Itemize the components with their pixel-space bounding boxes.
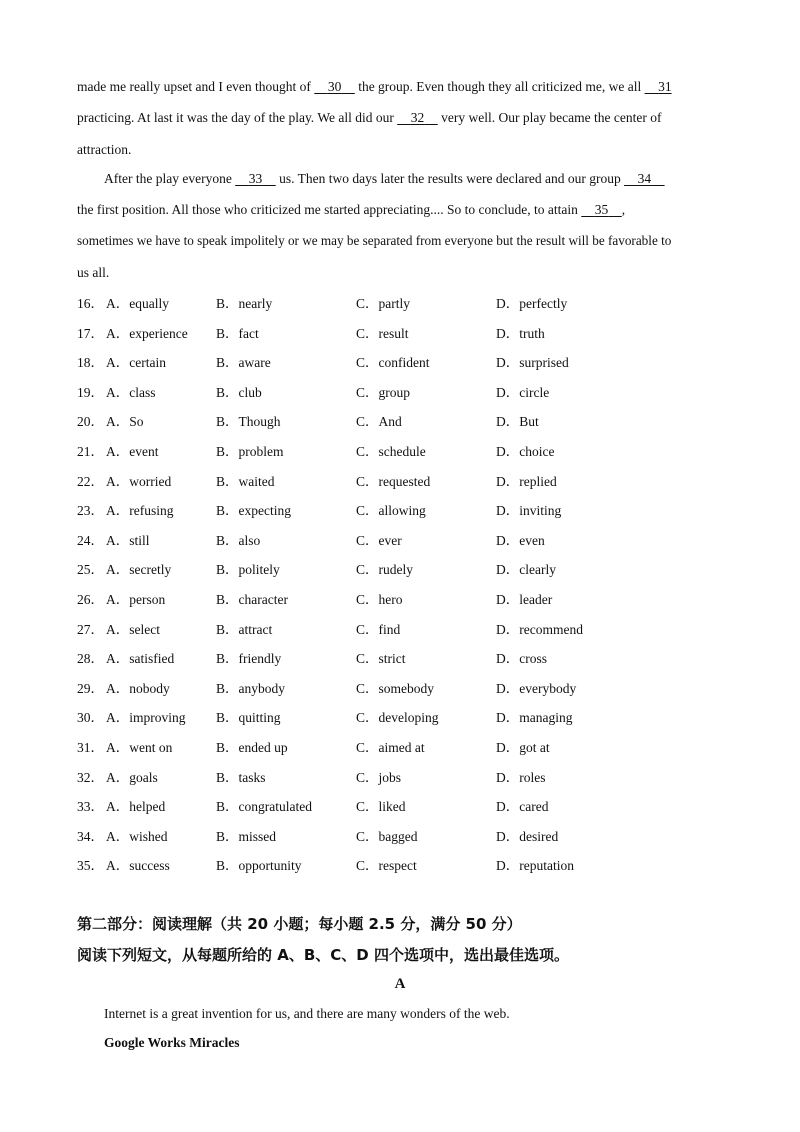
part-title: A <box>394 976 406 992</box>
option-b: B．fact <box>216 325 259 341</box>
option-b: B．club <box>216 384 262 400</box>
option-d: D．roles <box>496 769 546 785</box>
option-d: D．even <box>496 532 545 548</box>
passage-line-6: sometimes we have to speak impolitely or we may be separated from everyone but the result will be favorable to <box>77 233 672 248</box>
option-b: B．nearly <box>216 296 273 311</box>
option-b: B．Though <box>216 414 281 430</box>
question-number: 30． <box>77 710 104 726</box>
option-a: A．goals <box>106 769 158 785</box>
option-a: A．person <box>106 592 166 607</box>
option-c: C．rudely <box>356 562 413 578</box>
option-b: B．also <box>216 532 261 548</box>
option-d: D．reputation <box>496 858 574 874</box>
option-c: C．jobs <box>356 769 402 785</box>
question-number: 26． <box>77 592 104 607</box>
section-heading: 第二部分：阅读理解（共 20 小题；每小题 2.5 分，满分 50 分） <box>77 915 522 933</box>
option-a: A．nobody <box>106 680 170 696</box>
option-d: D．surprised <box>496 355 569 371</box>
option-a: A．refusing <box>106 503 174 519</box>
option-c: C．And <box>356 414 402 430</box>
option-d: D．clearly <box>496 562 556 578</box>
blank-34: 34 <box>637 171 652 186</box>
option-a: A．class <box>106 384 156 400</box>
option-a: A．select <box>106 621 160 637</box>
option-d: D．truth <box>496 325 545 341</box>
question-number: 34． <box>77 828 104 844</box>
option-b: B．problem <box>216 444 284 459</box>
question-number: 25． <box>77 562 104 578</box>
question-number: 20． <box>77 414 104 430</box>
option-a: A．went on <box>106 740 173 755</box>
option-c: C．find <box>356 621 401 637</box>
option-a: A．improving <box>106 710 186 726</box>
blank-33: 33 <box>248 171 263 186</box>
question-number: 19． <box>77 384 104 400</box>
option-b: B．attract <box>216 621 273 637</box>
option-d: D．desired <box>496 828 559 844</box>
option-a: A．satisfied <box>106 651 175 667</box>
intro-paragraph: Internet is a great invention for us, and there are many wonders of the web. <box>104 1006 510 1021</box>
option-c: C．bagged <box>356 828 418 844</box>
question-number: 23． <box>77 503 104 519</box>
passage-line-3: attraction. <box>77 142 132 157</box>
option-b: B．waited <box>216 473 275 489</box>
option-a: A．helped <box>106 799 166 815</box>
option-a: A．secretly <box>106 562 172 578</box>
option-a: A．success <box>106 858 170 874</box>
option-a: A．still <box>106 532 150 548</box>
option-a: A．certain <box>106 355 166 371</box>
blank-31: 31 <box>658 79 672 94</box>
option-d: D．cared <box>496 799 549 815</box>
question-number: 33． <box>77 799 104 815</box>
option-d: D．replied <box>496 473 557 489</box>
passage-line-7: us all. <box>77 265 110 280</box>
question-number: 21． <box>77 444 104 459</box>
option-c: C．hero <box>356 592 403 607</box>
option-b: B．character <box>216 592 288 607</box>
question-number: 27． <box>77 621 104 637</box>
option-c: C．allowing <box>356 503 426 519</box>
option-d: D．managing <box>496 710 573 726</box>
option-d: D．everybody <box>496 680 577 696</box>
option-c: C．respect <box>356 858 417 874</box>
option-c: C．schedule <box>356 444 426 459</box>
option-a: A．event <box>106 444 159 459</box>
option-c: C．somebody <box>356 680 435 696</box>
option-d: D．got at <box>496 740 550 755</box>
option-d: D．recommend <box>496 621 583 637</box>
option-c: C．strict <box>356 651 406 667</box>
question-number: 22． <box>77 473 104 489</box>
blank-30: 30 <box>327 79 342 94</box>
option-b: B．missed <box>216 828 277 844</box>
question-number: 16． <box>77 296 104 311</box>
option-c: C．confident <box>356 355 430 371</box>
option-b: B．anybody <box>216 680 285 696</box>
option-b: B．aware <box>216 355 271 371</box>
passage-line-1: made me really upset and I even thought of 30 the group. Even though they all criticized me, we all 31 <box>77 77 725 97</box>
question-number: 31． <box>77 740 104 755</box>
option-c: C．ever <box>356 532 402 548</box>
option-c: C．aimed at <box>356 740 425 755</box>
option-d: D．cross <box>496 651 547 667</box>
option-c: C．result <box>356 325 409 341</box>
option-d: D．choice <box>496 444 555 459</box>
option-b: B．ended up <box>216 740 288 755</box>
option-b: B．quitting <box>216 710 281 726</box>
option-d: D．circle <box>496 384 550 400</box>
option-c: C．liked <box>356 799 406 815</box>
option-b: B．politely <box>216 562 280 578</box>
option-a: A．wished <box>106 828 168 844</box>
option-c: C．developing <box>356 710 439 726</box>
option-a: A．So <box>106 414 144 430</box>
option-c: C．partly <box>356 296 410 311</box>
blank-35: 35 <box>594 202 609 217</box>
question-number: 29． <box>77 680 104 696</box>
option-d: D．inviting <box>496 503 562 519</box>
section-instruction: 阅读下列短文，从每题所给的 A、B、C、D 四个选项中，选出最佳选项。 <box>77 946 569 964</box>
option-d: D．But <box>496 414 539 430</box>
article-subtitle: Google Works Miracles <box>104 1035 240 1050</box>
passage-line-4: After the play everyone 33 us. Then two days later the results were declared and our group 34 <box>104 169 739 189</box>
option-a: A．experience <box>106 325 188 341</box>
question-number: 32． <box>77 769 104 785</box>
passage-line-2: practicing. At last it was the day of the play. We all did our 32 very well. Our play became the center of <box>77 108 725 128</box>
option-b: B．expecting <box>216 503 291 519</box>
question-number: 17． <box>77 325 104 341</box>
option-a: A．worried <box>106 473 172 489</box>
option-d: D．perfectly <box>496 296 568 311</box>
passage-line-5: the first position. All those who criticized me started appreciating.... So to conclude, to attain 35 , <box>77 200 725 220</box>
option-b: B．tasks <box>216 769 266 785</box>
question-number: 24． <box>77 532 104 548</box>
blank-32: 32 <box>410 110 425 125</box>
option-c: C．requested <box>356 473 431 489</box>
option-b: B．friendly <box>216 651 282 667</box>
option-a: A．equally <box>106 296 169 311</box>
option-c: C．group <box>356 384 410 400</box>
question-number: 18． <box>77 355 104 371</box>
question-number: 28． <box>77 651 104 667</box>
question-number: 35． <box>77 858 104 874</box>
option-b: B．opportunity <box>216 858 302 874</box>
option-b: B．congratulated <box>216 799 312 815</box>
option-d: D．leader <box>496 592 553 607</box>
